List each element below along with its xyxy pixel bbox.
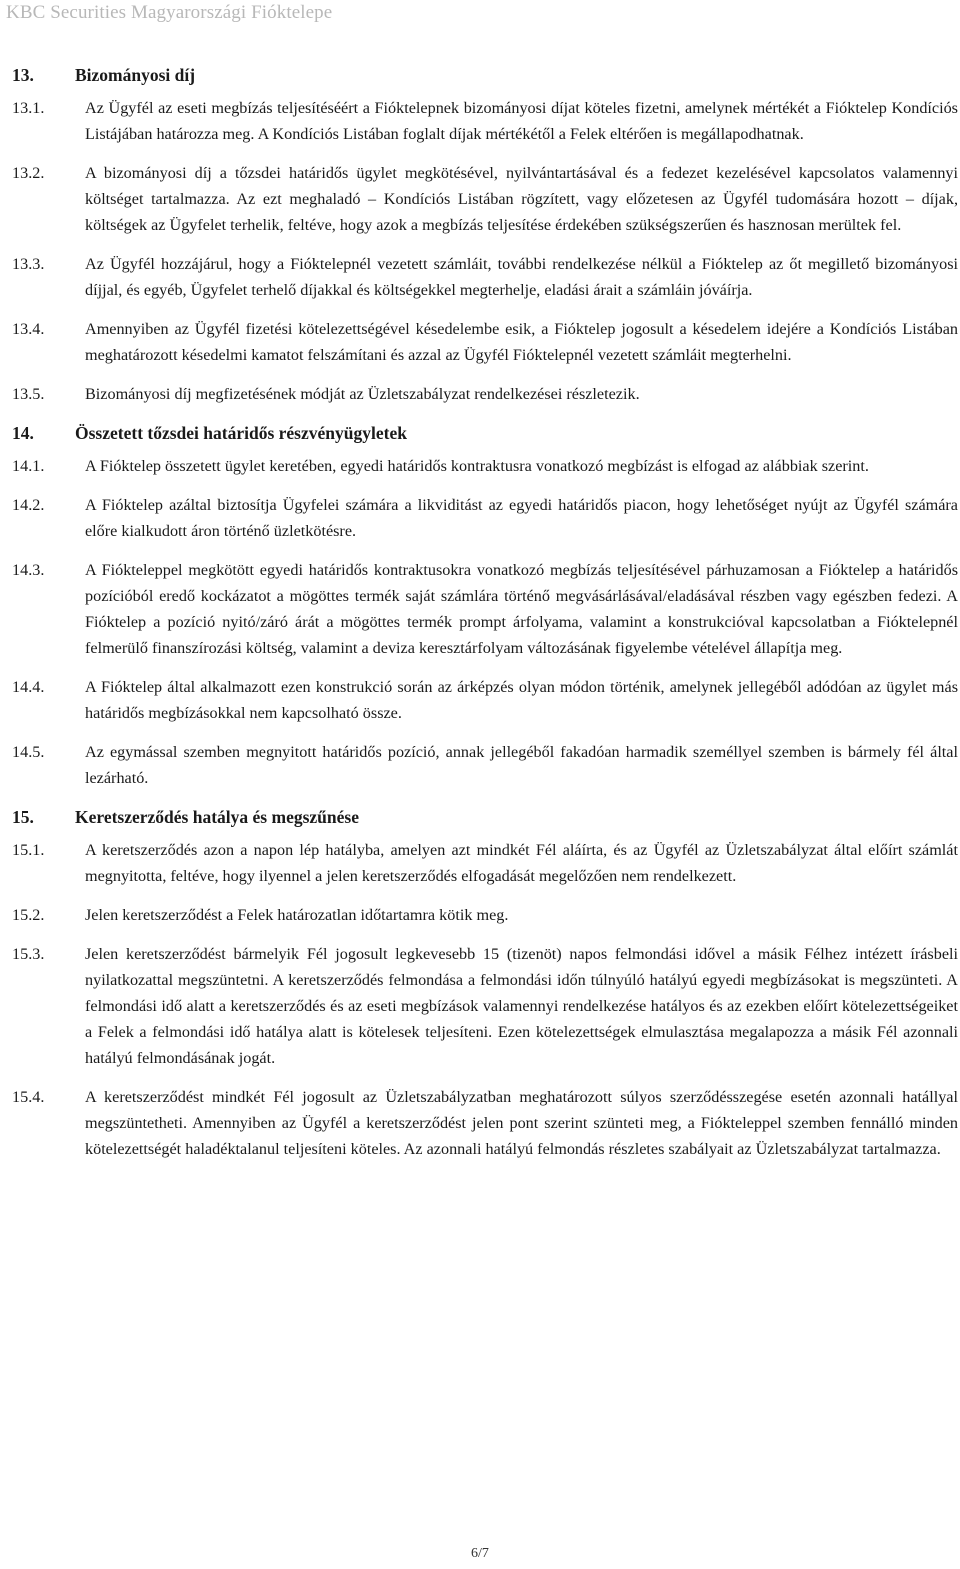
paragraph-text: A keretszerződést mindkét Fél jogosult az Üzletszabályzatban meghatározott súlyos szerződésszegése esetén azonnali hatállyal megszüntetheti. Amennyiben az Ügyfél a keretszerződést jelen pont szerint szünteti meg, a Fiókteleppel szemben fennálló minden kötelezettségét haladéktalanul teljesíteni köteles. Az azonnali hatályú felmondás részletes szabályait az Üzletszabályzat tartalmazza. [85,1088,958,1158]
paragraph-text: A Fióktelep azáltal biztosítja Ügyfelei számára a likviditást az egyedi határidős piacon, hogy lehetőséget nyújt az Ügyfél számára előre kialkudott áron történő üzletkötésre. [85,496,958,540]
paragraph-15-4 [12,1084,958,1162]
section-title: Összetett tőzsdei határidős részvényügyletek [75,423,407,443]
paragraph-15-1 [12,837,958,889]
paragraph-number: 14.3. [12,561,45,579]
section-title: Bizományosi díj [75,65,196,85]
paragraph-14-2 [12,492,958,544]
paragraph-text: A Fióktelep által alkalmazott ezen konstrukció során az árképzés olyan módon történik, amelynek jellegéből adódóan az ügylet más határidős megbízásokkal nem kapcsolható össze. [85,678,958,722]
paragraph-text: A bizományosi díj a tőzsdei határidős ügylet megkötésével, nyilvántartásával és a fedezet kezelésével kapcsolatos valamennyi költséget tartalmazza. Az ezt meghaladó – Kondíciós Listában rögzített, vagy előzetesen az Ügyfél tudomására hozott – díjak, költségek az Ügyfelet terhelik, feltéve, hogy azok a megbízás teljesítése érdekében szükségszerűen és hasznosan merültek fel. [85,164,958,234]
paragraph-number: 14.1. [12,457,45,475]
page-header: KBC Securities Magyarországi Fióktelepe [6,2,333,23]
paragraph-13-1 [12,95,958,147]
paragraph-number: 15.3. [12,945,45,963]
paragraph-13-3 [12,251,958,303]
paragraph-number: 14.4. [12,678,45,696]
section-number: 13. [12,65,34,85]
paragraph-13-2 [12,160,958,238]
paragraph-number: 13.4. [12,320,45,338]
paragraph-14-5 [12,739,958,791]
paragraph-text: Az egymással szemben megnyitott határidős pozíció, annak jellegéből fakadóan harmadik személlyel szemben is bármely fél által lezárható. [85,743,958,787]
section-heading-13 [12,62,958,88]
paragraph-15-3 [12,941,958,1071]
paragraph-number: 15.1. [12,841,45,859]
paragraph-14-1 [12,453,958,479]
paragraph-text: Bizományosi díj megfizetésének módját az Üzletszabályzat rendelkezései részletezik. [85,385,640,403]
section-number: 14. [12,423,34,443]
paragraph-15-2 [12,902,958,928]
section-heading-14 [12,420,958,446]
paragraph-number: 15.4. [12,1088,45,1106]
section-heading-15 [12,804,958,830]
paragraph-text: Az Ügyfél az eseti megbízás teljesítéséért a Fióktelepnek bizományosi díjat köteles fizetni, amelynek mértékét a Fióktelep Kondíciós Listájában határozza meg. A Kondíciós Listában foglalt díjak mértékétől a Felek eltérően is megállapodhatnak. [85,99,958,143]
section-title: Keretszerződés hatálya és megszűnése [75,807,359,827]
paragraph-14-4 [12,674,958,726]
paragraph-number: 14.2. [12,496,45,514]
paragraph-number: 13.3. [12,255,45,273]
paragraph-number: 13.2. [12,164,45,182]
paragraph-text: Jelen keretszerződést a Felek határozatlan időtartamra kötik meg. [85,906,509,924]
page-number: 6/7 [471,1546,489,1561]
paragraph-text: Jelen keretszerződést bármelyik Fél jogosult legkevesebb 15 (tizenöt) napos felmondási idővel a másik Félhez intézett írásbeli nyilatkozattal megszüntetni. A keretszerződés felmondása a felmondási időn túlnyúló hatályú egyedi megbízásokat is megszünteti. A felmondási idő alatt a keretszerződés és az eseti megbízások valamennyi rendelkezése hatályos és az ezekben előírt kötelezettségeiket a Felek a felmondási idő hatálya alatt is kötelesek teljesíteni. Ezen kötelezettségek elmulasztása megalapozza a másik Fél azonnali hatályú felmondásának jogát. [85,945,958,1067]
paragraph-text: Amennyiben az Ügyfél fizetési kötelezettségével késedelembe esik, a Fióktelep jogosult a késedelem idejére a Kondíciós Listában meghatározott késedelmi kamatot felszámítani és azzal az Ügyfél Fióktelepnél vezetett számláit megterhelni. [85,320,958,364]
paragraph-text: A keretszerződés azon a napon lép hatályba, amelyen azt mindkét Fél aláírta, és az Ügyfél az Üzletszabályzat által előírt számlát megnyitotta, feltéve, hogy ilyennel a jelen keretszerződés elfogadását megelőzően nem rendelkezett. [85,841,958,885]
section-number: 15. [12,807,34,827]
paragraph-text: Az Ügyfél hozzájárul, hogy a Fióktelepnél vezetett számláit, további rendelkezése nélkül a Fióktelep az őt megillető bizományosi díjjal, és egyéb, Ügyfelet terhelő díjakkal és költségekkel megterhelje, eladási árait a számláin jóváírja. [85,255,958,299]
paragraph-number: 14.5. [12,743,45,761]
paragraph-text: A Fiókteleppel megkötött egyedi határidős kontraktusokra vonatkozó megbízás teljesítésével párhuzamosan a Fióktelep a határidős pozícióból eredő kockázatot a mögöttes termék saját számlára történő megvásárlásával/eladásával részben vagy egészben fedezi. A Fióktelep a pozíció nyitó/záró árát a mögöttes termék prompt árfolyama, valamint a konstrukcióval kapcsolatban a Fióktelepnél felmerülő finanszírozási költség, valamint a deviza keresztárfolyam változásának figyelembe vételével állapítja meg. [85,561,958,657]
paragraph-number: 13.5. [12,385,45,403]
paragraph-text: A Fióktelep összetett ügylet keretében, egyedi határidős kontraktusra vonatkozó megbízást is elfogad az alábbiak szerint. [85,457,869,475]
document-body [12,62,958,1162]
paragraph-14-3 [12,557,958,661]
paragraph-number: 13.1. [12,99,45,117]
paragraph-13-5 [12,381,958,407]
paragraph-13-4 [12,316,958,368]
paragraph-number: 15.2. [12,906,45,924]
